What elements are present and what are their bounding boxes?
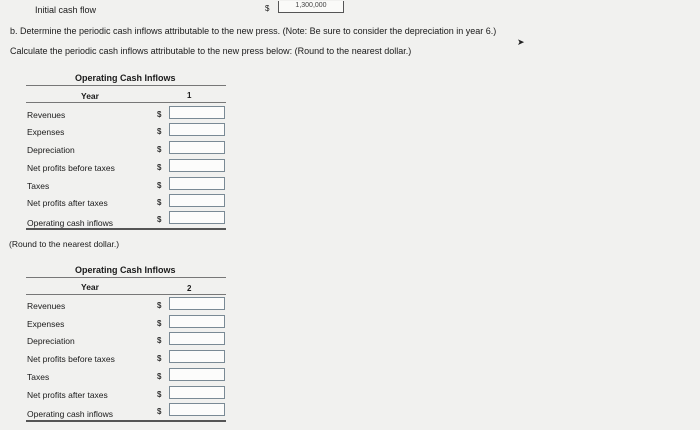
header-divider: [26, 85, 226, 86]
dollar-sign: $: [157, 127, 162, 136]
row-label-depreciation: Depreciation: [27, 145, 75, 155]
year2-taxes-input[interactable]: [169, 368, 225, 381]
mouse-cursor-icon: ➤: [517, 37, 525, 47]
dollar-sign: $: [157, 198, 162, 207]
dollar-sign: $: [157, 301, 162, 310]
year2-depreciation-input[interactable]: [169, 332, 225, 345]
dollar-sign: $: [157, 145, 162, 154]
dollar-sign: $: [157, 215, 162, 224]
header-divider: [26, 102, 226, 103]
row-label-net-profits-after-taxes: Net profits after taxes: [27, 390, 108, 400]
dollar-sign: $: [157, 110, 162, 119]
initial-cash-flow-input[interactable]: 1,300,000: [278, 1, 344, 13]
table-bottom-rule: [26, 420, 226, 422]
year2-expenses-input[interactable]: [169, 315, 225, 328]
dollar-sign: $: [157, 407, 162, 416]
year-column-number: 1: [187, 91, 192, 100]
year1-expenses-input[interactable]: [169, 123, 225, 136]
year1-depreciation-input[interactable]: [169, 141, 225, 154]
row-label-net-profits-after-taxes: Net profits after taxes: [27, 198, 108, 208]
dollar-sign: $: [157, 336, 162, 345]
year2-npat-input[interactable]: [169, 386, 225, 399]
row-label-net-profits-before-taxes: Net profits before taxes: [27, 163, 115, 173]
year-label: Year: [81, 282, 99, 292]
year1-revenues-input[interactable]: [169, 106, 225, 119]
table-title: Operating Cash Inflows: [75, 265, 176, 275]
row-label-revenues: Revenues: [27, 301, 66, 311]
row-label-net-profits-before-taxes: Net profits before taxes: [27, 354, 115, 364]
year2-operating-cash-inflows-input[interactable]: [169, 403, 225, 416]
year1-operating-cash-inflows-input[interactable]: [169, 211, 225, 224]
row-label-depreciation: Depreciation: [27, 336, 75, 346]
dollar-sign: $: [157, 390, 162, 399]
part-b-instruction: b. Determine the periodic cash inflows attributable to the new press. (Note: Be sure to consider the depreciation in year 6.): [10, 26, 497, 36]
dollar-sign: $: [157, 372, 162, 381]
row-label-taxes: Taxes: [27, 372, 50, 382]
year-label: Year: [81, 91, 99, 101]
dollar-sign: $: [157, 319, 162, 328]
dollar-sign: $: [157, 354, 162, 363]
year1-npbt-input[interactable]: [169, 159, 225, 172]
row-label-expenses: Expenses: [27, 319, 65, 329]
initial-cash-flow-label: Initial cash flow: [35, 5, 97, 15]
row-label-revenues: Revenues: [27, 110, 66, 120]
header-divider: [26, 294, 226, 295]
header-divider: [26, 277, 226, 278]
year2-npbt-input[interactable]: [169, 350, 225, 363]
table-title: Operating Cash Inflows: [75, 73, 176, 83]
row-label-expenses: Expenses: [27, 127, 65, 137]
year1-taxes-input[interactable]: [169, 177, 225, 190]
row-label-operating-cash-inflows: Operating cash inflows: [27, 409, 113, 419]
dollar-sign: $: [157, 163, 162, 172]
dollar-sign: $: [157, 181, 162, 190]
round-note: (Round to the nearest dollar.): [9, 239, 120, 249]
year1-npat-input[interactable]: [169, 194, 225, 207]
initial-dollar-sign: $: [265, 4, 270, 13]
row-label-taxes: Taxes: [27, 181, 50, 191]
row-label-operating-cash-inflows: Operating cash inflows: [27, 218, 113, 228]
table-bottom-rule: [26, 228, 226, 230]
year-column-number: 2: [187, 284, 192, 293]
part-b-calc-instruction: Calculate the periodic cash inflows attributable to the new press below: (Round to the nearest dollar.): [10, 46, 412, 56]
year2-revenues-input[interactable]: [169, 297, 225, 310]
